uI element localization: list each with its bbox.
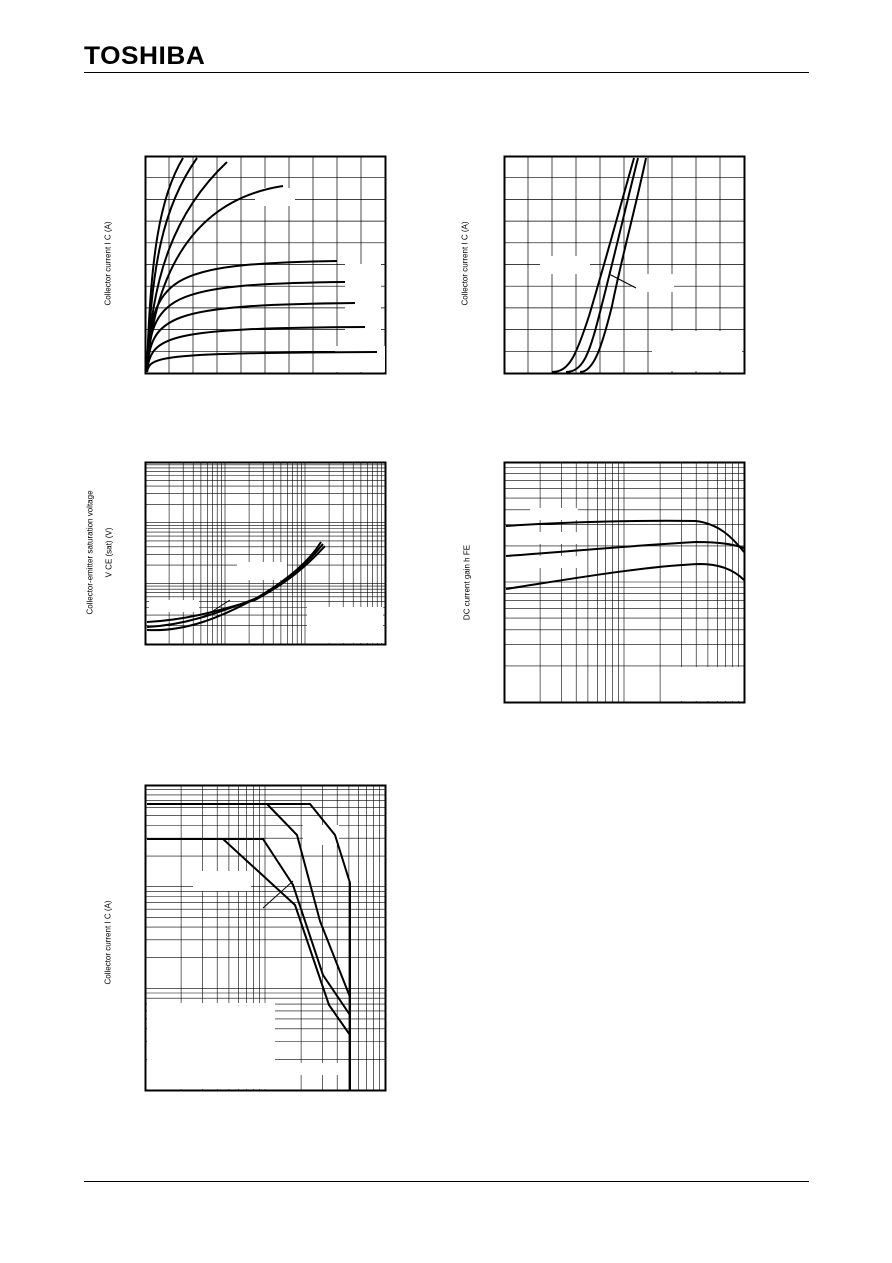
chart4-label-box-1 [530, 508, 578, 520]
chart3-label-box [237, 562, 287, 580]
curve-ib-3 [147, 162, 227, 372]
chart-ic-vce [145, 156, 386, 374]
chart5-pointer [263, 881, 293, 908]
curve-ib-4 [147, 186, 283, 372]
chart-soa [145, 785, 386, 1091]
chart5-label-box-1 [193, 871, 251, 891]
chart1-note-box [335, 346, 385, 372]
chart2-ylabel: Collector current I C (A) [460, 221, 470, 306]
chart3-ylabel-2: V CE (sat) (V) [104, 527, 114, 578]
chart-soa-svg [145, 785, 386, 1091]
curve-hfe-2 [506, 542, 744, 556]
header-rule [84, 72, 809, 73]
footer-rule [84, 1181, 809, 1182]
chart-ic-vbe [504, 156, 745, 374]
chart5-label-box-2 [303, 825, 339, 845]
chart-ic-vce-svg [145, 156, 386, 374]
curve-ib-8 [147, 327, 365, 372]
chart1-ylabel: Collector current I C (A) [103, 221, 113, 306]
chart4-note-box [664, 667, 742, 701]
toshiba-logo: TOSHIBA [84, 42, 206, 70]
chart5-note-box [147, 1003, 275, 1089]
chart-hfe [504, 462, 745, 703]
curve-sat-2 [147, 544, 323, 627]
chart4-label-box-3 [530, 556, 578, 568]
chart-ic-vbe-svg [504, 156, 745, 374]
chart4-ylabel: DC current gain h FE [462, 544, 472, 621]
chart-vce-sat-svg [145, 462, 386, 645]
chart2-label-box-2 [634, 274, 674, 292]
chart5-label-box-3 [281, 1063, 341, 1075]
curve-ib-5 [147, 261, 337, 372]
chart-vce-sat [145, 462, 386, 645]
chart2-label-box-1 [540, 256, 590, 274]
chart2-note-box [652, 331, 742, 371]
chart3-note-box [307, 607, 383, 643]
chart3-label-box-2 [149, 600, 199, 612]
chart3-ylabel-1: Collector-emitter saturation voltage [85, 490, 95, 615]
chart-hfe-svg [504, 462, 745, 703]
chart4-label-box-2 [530, 532, 578, 544]
chart5-ylabel: Collector current I C (A) [103, 900, 113, 985]
